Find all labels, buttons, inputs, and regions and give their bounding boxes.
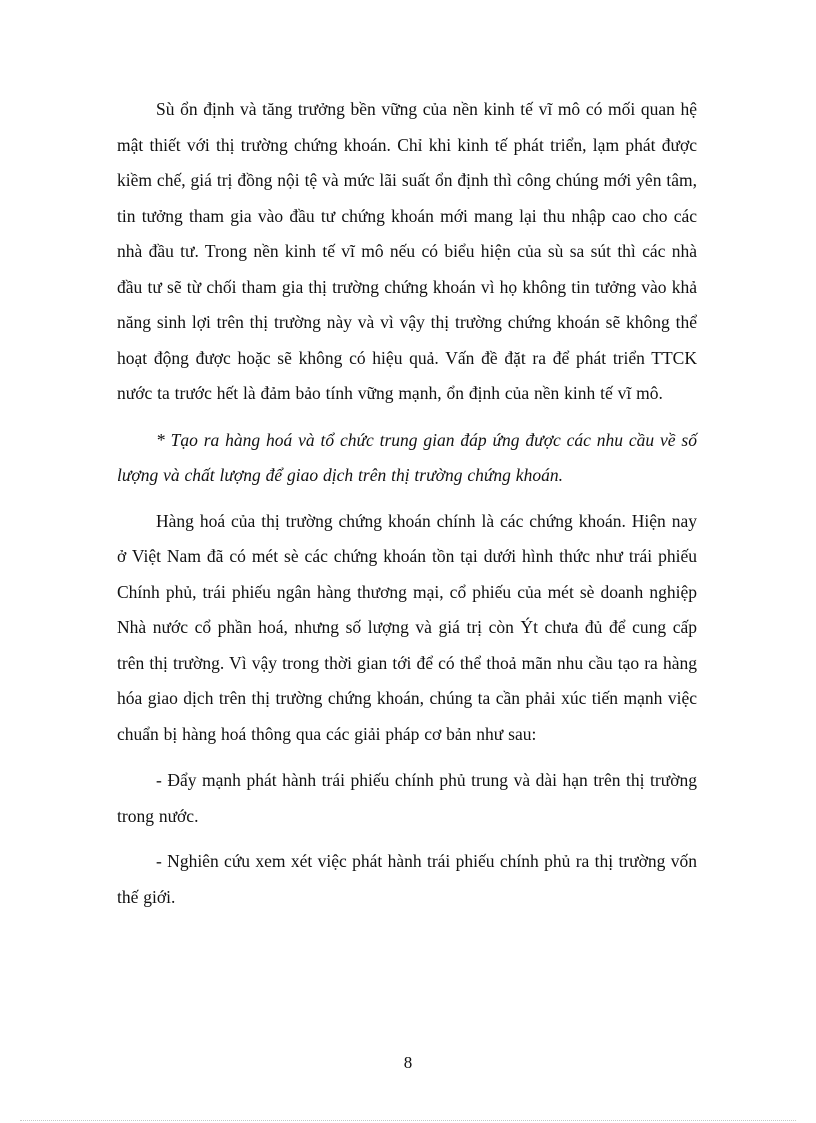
footer-divider <box>20 1120 796 1121</box>
paragraph-securities-goods: Hàng hoá của thị trường chứng khoán chính là các chứng khoán. Hiện nay ở Việt Nam đã có mét sè các chứng khoán tồn tại dưới hình thức như trái phiếu Chính phủ, trái phiếu ngân hàng thương mại, cổ phiếu của mét sè doanh nghiệp Nhà nước cổ phần hoá, nhưng số lượng và giá trị còn Ýt chưa đủ để cung cấp trên thị trường. Vì vậy trong thời gian tới để có thể thoả mãn nhu cầu tạo ra hàng hóa giao dịch trên thị trường chứng khoán, chúng ta cần phải xúc tiến mạnh việc chuẩn bị hàng hoá thông qua các giải pháp cơ bản như sau: <box>117 510 697 744</box>
list-item-international-bonds: - Nghiên cứu xem xét việc phát hành trái phiếu chính phủ ra thị trường vốn thế giới. <box>117 851 697 907</box>
document-body <box>117 92 697 926</box>
paragraph-heading-goods: * Tạo ra hàng hoá và tổ chức trung gian đáp ứng được các nhu cầu về số lượng và chất lượng để giao dịch trên thị trường chứng khoán. <box>117 429 697 485</box>
paragraph-macro-economy: Sù ổn định và tăng trưởng bền vững của nền kinh tế vĩ mô có mối quan hệ mật thiết với thị trường chứng khoán. Chỉ khi kinh tế phát triển, lạm phát được kiềm chế, giá trị đồng nội tệ và mức lãi suất ổn định thì công chúng mới yên tâm, tin tưởng tham gia vào đầu tư chứng khoán mới mang lại thu nhập cao cho các nhà đầu tư. Trong nền kinh tế vĩ mô nếu có biểu hiện của sù sa sút thì các nhà đầu tư sẽ từ chối tham gia thị trường chứng khoán vì họ không tin tưởng vào khả năng sinh lợi trên thị trường này và vì vậy thị trường chứng khoán sẽ không thể hoạt động được hoặc sẽ không có hiệu quả. Vấn đề đặt ra để phát triển TTCK nước ta trước hết là đảm bảo tính vững mạnh, ổn định của nền kinh tế vĩ mô. <box>117 99 697 403</box>
list-item-domestic-bonds: - Đẩy mạnh phát hành trái phiếu chính phủ trung và dài hạn trên thị trường trong nước. <box>117 770 697 826</box>
page-number: 8 <box>403 1053 413 1072</box>
